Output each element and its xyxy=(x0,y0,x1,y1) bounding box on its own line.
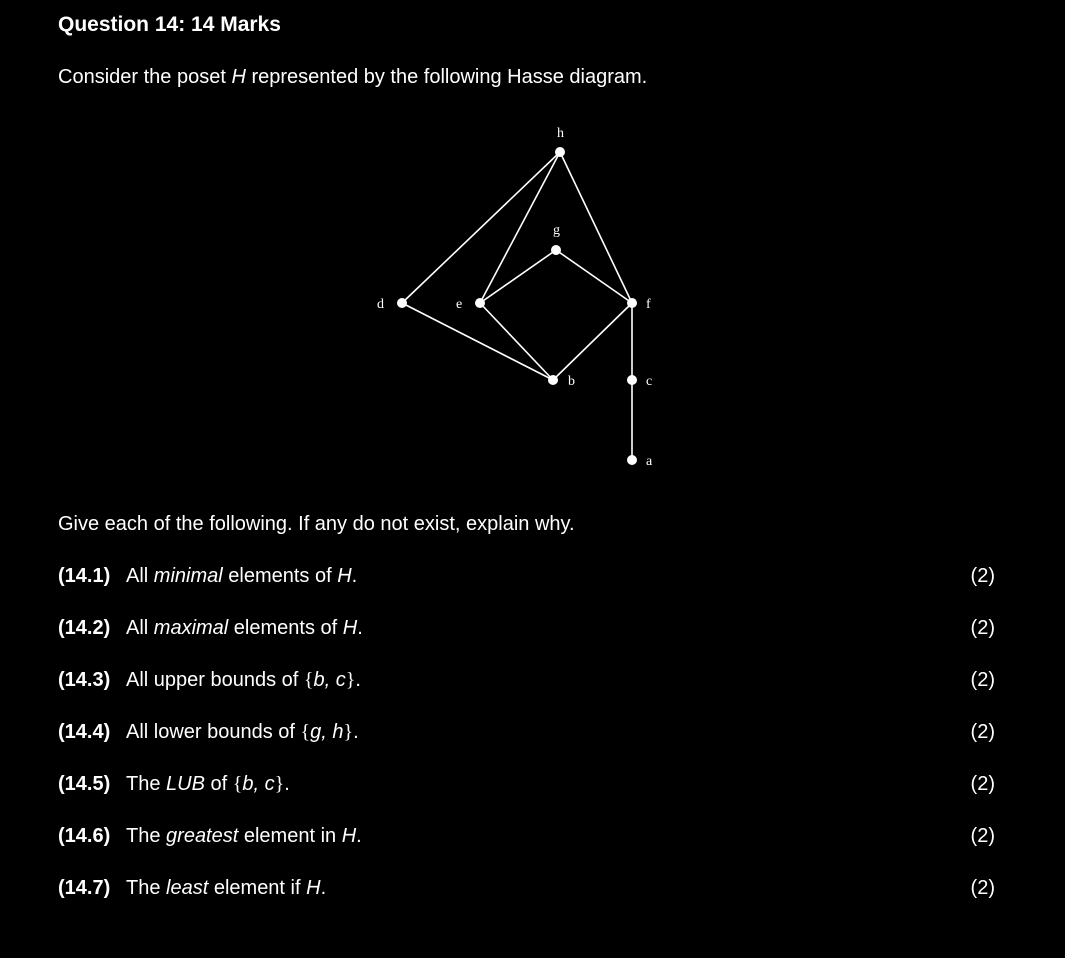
question-tail: . xyxy=(356,825,362,847)
question-text xyxy=(126,773,290,796)
question-number: (14.4) xyxy=(58,721,111,743)
question-item xyxy=(58,721,995,747)
question-emphasis: maximal xyxy=(153,617,229,639)
label-a: a xyxy=(646,454,653,469)
set-close-brace: } xyxy=(345,669,356,691)
intro-before: Consider the poset xyxy=(58,66,232,88)
question-pre: All xyxy=(126,565,154,587)
question-text xyxy=(126,825,362,848)
question-emphasis: LUB xyxy=(166,773,205,795)
set-items: g, h xyxy=(310,721,344,743)
question-tail: . xyxy=(284,773,290,795)
question-item xyxy=(58,877,995,903)
label-c: c xyxy=(646,374,653,389)
question-item xyxy=(58,565,995,591)
vertex-e xyxy=(475,298,485,308)
question-math: H xyxy=(342,617,358,639)
set-open-brace: { xyxy=(303,669,314,691)
instruction-text: Give each of the following. If any do not exist, explain why. xyxy=(58,513,575,535)
question-emphasis: greatest xyxy=(166,825,239,847)
question-tail: . xyxy=(353,721,359,743)
edge-g-f xyxy=(556,250,632,303)
question-number: (14.1) xyxy=(58,565,111,587)
label-h: h xyxy=(557,126,564,141)
set-items: b, c xyxy=(313,669,346,691)
set-items: b, c xyxy=(242,773,275,795)
edge-e-b xyxy=(480,303,553,380)
question-post: element if xyxy=(208,877,307,899)
edge-d-b xyxy=(402,303,553,380)
question-marks: (2) xyxy=(970,617,995,639)
question-set xyxy=(304,669,355,691)
question-marks: (2) xyxy=(970,721,995,743)
question-pre: The xyxy=(126,825,167,847)
question-math: H xyxy=(337,565,352,587)
edge-h-d xyxy=(402,152,560,303)
question-pre: All upper bounds of xyxy=(126,669,304,691)
question-title: Question 14: 14 Marks xyxy=(58,13,281,36)
question-math: H xyxy=(341,825,357,847)
question-pre: The xyxy=(126,877,167,899)
vertex-c xyxy=(627,375,637,385)
hasse-vertices xyxy=(397,147,637,465)
intro-set-name: H xyxy=(231,66,246,88)
label-g: g xyxy=(553,223,560,238)
question-post: elements of xyxy=(228,617,343,639)
vertex-h xyxy=(555,147,565,157)
question-marks: (2) xyxy=(970,565,995,587)
question-text xyxy=(126,565,357,588)
question-item xyxy=(58,669,995,695)
question-pre: All xyxy=(126,617,154,639)
question-post: of xyxy=(204,773,233,795)
question-pre: All lower bounds of xyxy=(126,721,301,743)
vertex-a xyxy=(627,455,637,465)
question-number: (14.6) xyxy=(58,825,111,847)
question-number: (14.2) xyxy=(58,617,111,639)
question-marks: (2) xyxy=(970,825,995,847)
question-marks: (2) xyxy=(970,773,995,795)
set-open-brace: { xyxy=(300,721,311,743)
question-tail: . xyxy=(351,565,358,587)
question-tail: . xyxy=(357,617,363,639)
question-item xyxy=(58,617,995,643)
question-item xyxy=(58,773,995,799)
question-pre: The xyxy=(126,773,167,795)
question-text xyxy=(126,669,361,692)
intro-after: represented by the following Hasse diagram. xyxy=(245,66,648,88)
question-number: (14.3) xyxy=(58,669,111,691)
question-emphasis: least xyxy=(166,877,209,899)
label-e: e xyxy=(456,297,463,312)
question-tail: . xyxy=(320,877,327,899)
hasse-edges xyxy=(402,152,632,460)
vertex-d xyxy=(397,298,407,308)
question-marks: (2) xyxy=(970,669,995,691)
question-item xyxy=(58,825,995,851)
vertex-b xyxy=(548,375,558,385)
edge-f-b xyxy=(553,303,632,380)
set-close-brace: } xyxy=(274,773,285,795)
hasse-labels xyxy=(377,126,653,469)
question-text xyxy=(126,721,359,744)
label-d: d xyxy=(377,297,384,312)
vertex-f xyxy=(627,298,637,308)
question-text xyxy=(126,877,326,900)
question-number: (14.7) xyxy=(58,877,111,899)
question-emphasis: minimal xyxy=(153,565,223,587)
question-set xyxy=(233,773,284,795)
question-marks: (2) xyxy=(970,877,995,899)
edge-h-e xyxy=(480,152,560,303)
question-text xyxy=(126,617,363,640)
set-close-brace: } xyxy=(343,721,354,743)
question-number: (14.5) xyxy=(58,773,111,795)
edge-h-f xyxy=(560,152,632,303)
set-open-brace: { xyxy=(232,773,243,795)
label-b: b xyxy=(568,374,575,389)
edge-g-e xyxy=(480,250,556,303)
question-post: element in xyxy=(238,825,342,847)
question-post: elements of xyxy=(222,565,338,587)
question-math: H xyxy=(306,877,321,899)
vertex-g xyxy=(551,245,561,255)
question-tail: . xyxy=(355,669,361,691)
question-set xyxy=(301,721,354,743)
label-f: f xyxy=(646,297,651,312)
